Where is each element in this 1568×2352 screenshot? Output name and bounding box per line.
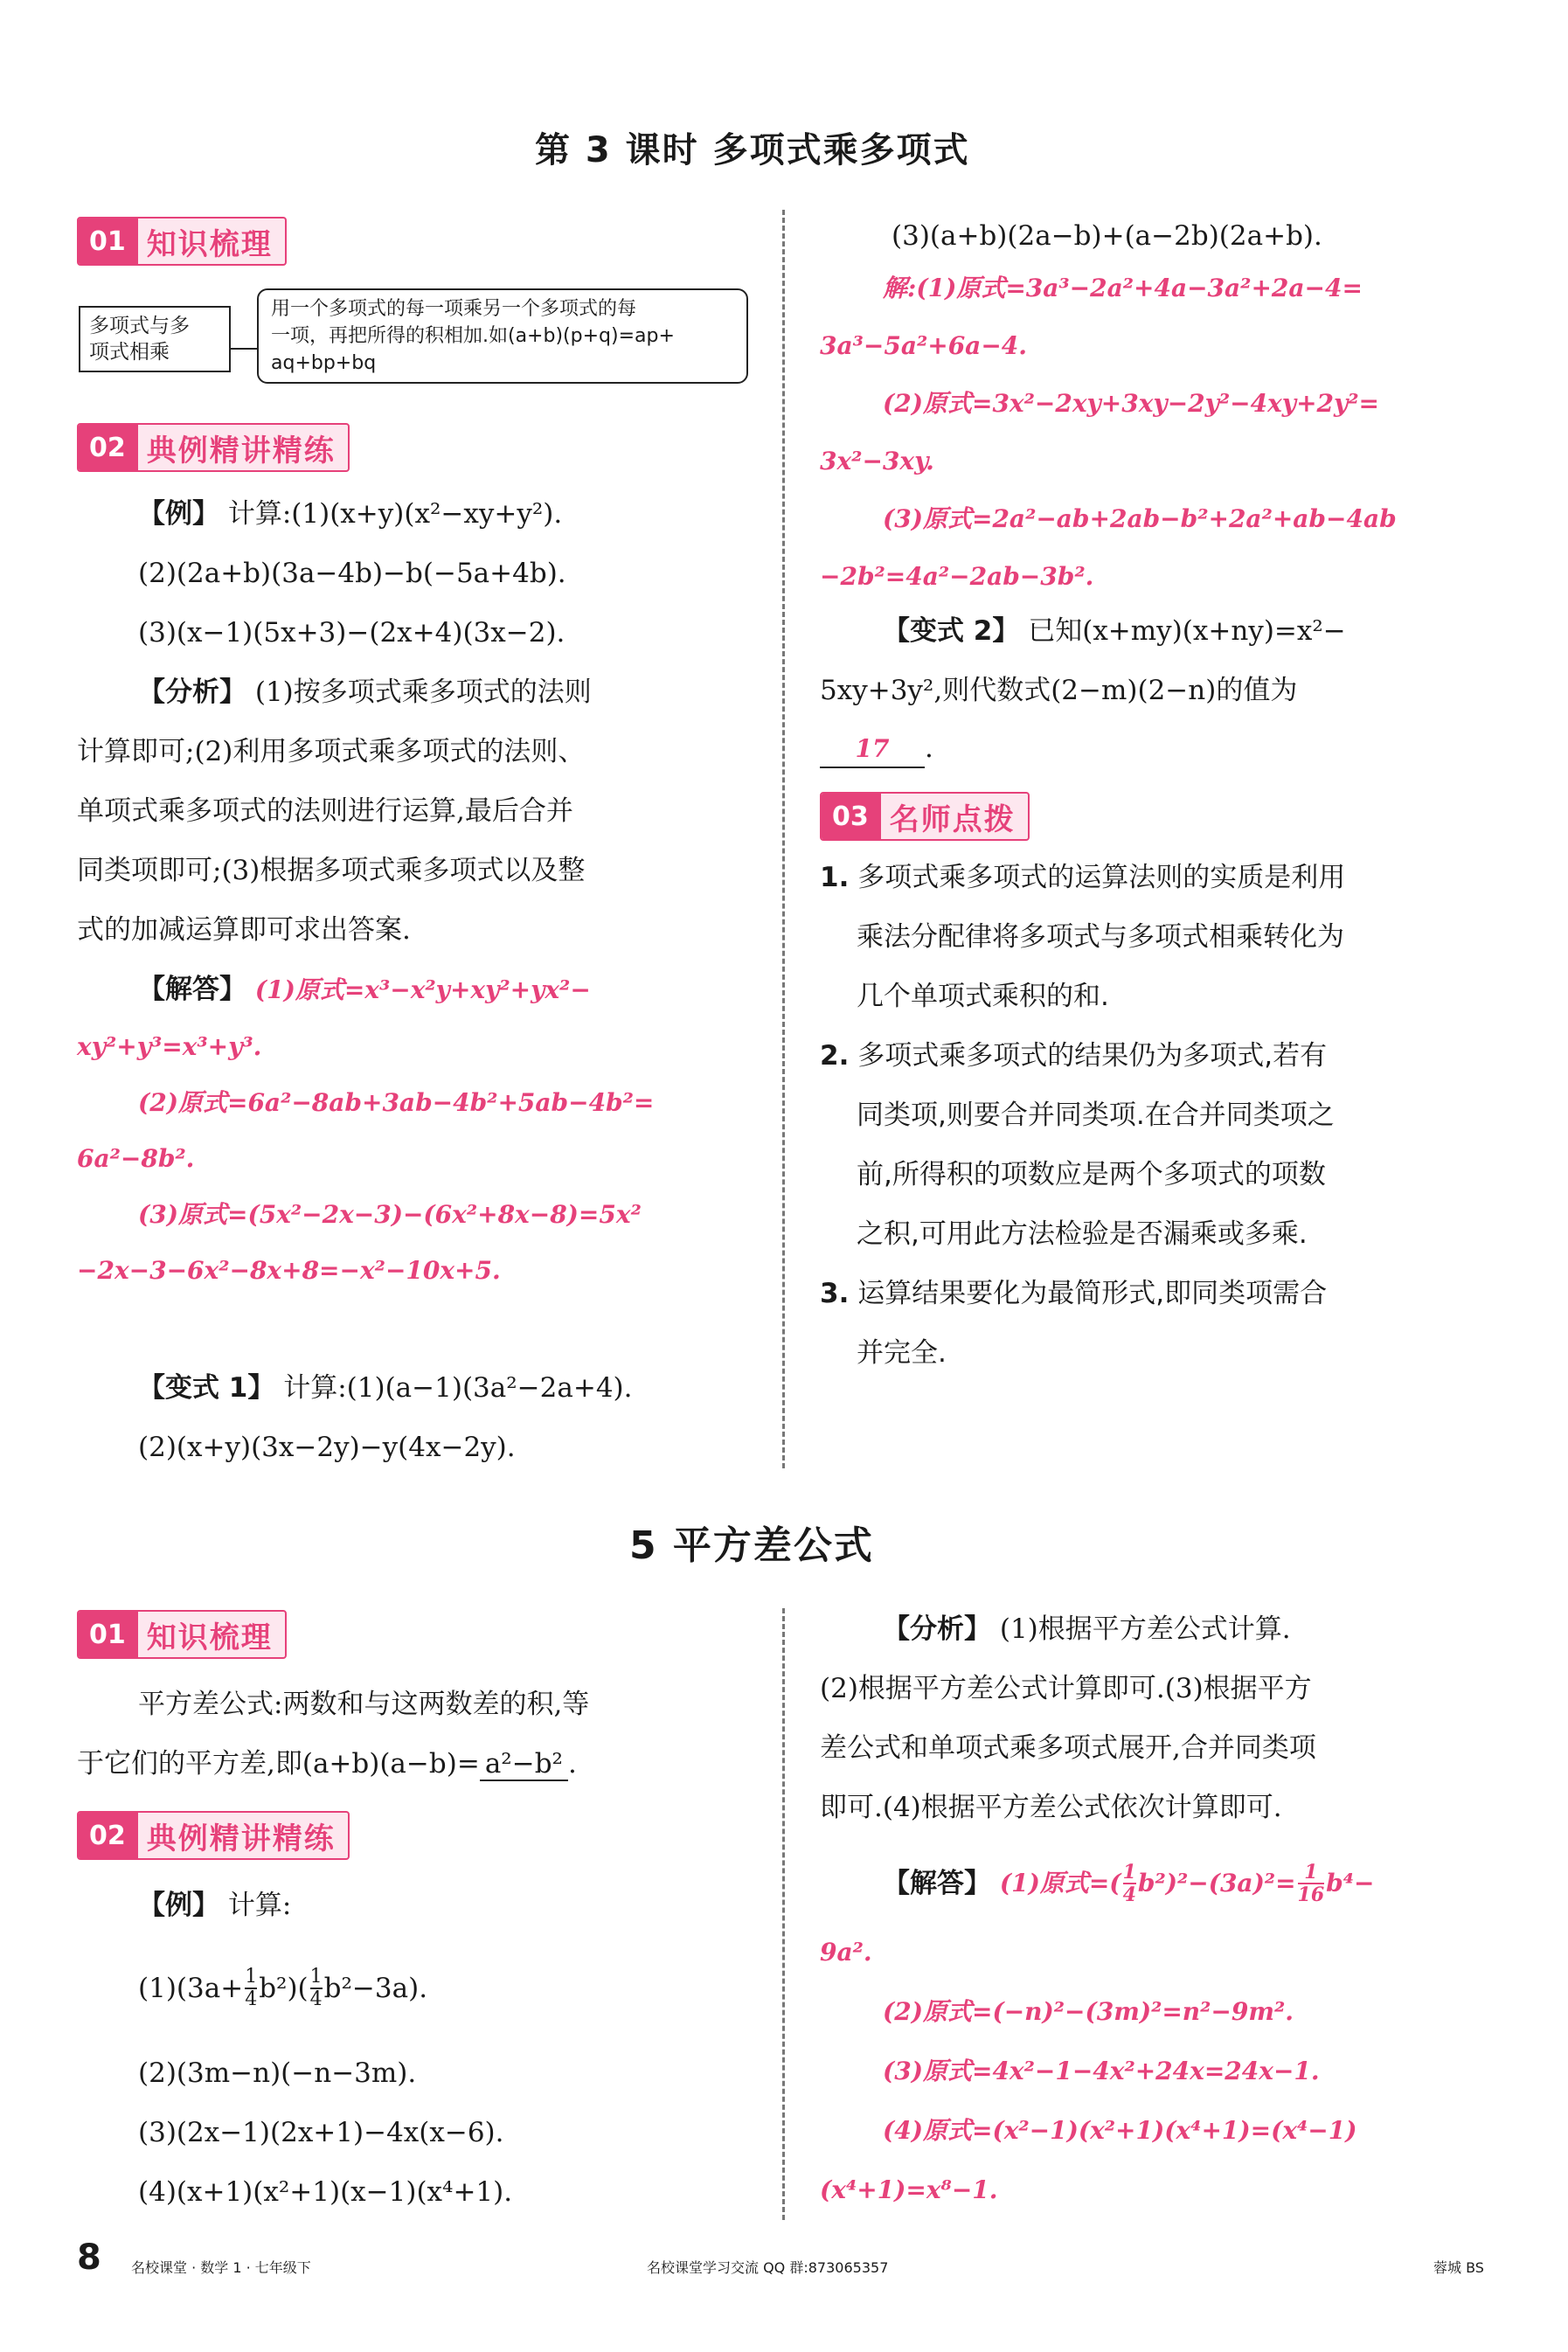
solution-label: 【解答】 bbox=[138, 974, 246, 1005]
fraction-denominator: 4 bbox=[1122, 1884, 1136, 1906]
fraction-numerator: 1 bbox=[245, 1966, 258, 1988]
footer-book: 名校课堂 · 数学 1 · 七年级下 bbox=[131, 2259, 311, 2276]
example-line: (3)(x−1)(5x+3)−(2x+4)(3x−2). bbox=[138, 617, 565, 649]
tip-text: 多项式乘多项式的运算法则的实质是利用 bbox=[857, 862, 1346, 893]
analysis-line: (2)根据平方差公式计算即可.(3)根据平方 bbox=[820, 1673, 1312, 1704]
variant2-line bbox=[883, 614, 1346, 649]
tag-number: 02 bbox=[79, 425, 138, 470]
fraction-denominator: 16 bbox=[1297, 1884, 1325, 1906]
fraction bbox=[310, 1967, 323, 2010]
example-question bbox=[138, 1967, 427, 2010]
analysis-text: (1)按多项式乘多项式的法则 bbox=[254, 676, 592, 708]
analysis-line: 即可.(4)根据平方差公式依次计算即可. bbox=[820, 1792, 1282, 1823]
tip-line: 并完全. bbox=[857, 1337, 947, 1369]
answer-line: 3a³−5a²+6a−4. bbox=[820, 331, 1028, 360]
tip-line: 之积,可用此方法检验是否漏乘或多乘. bbox=[857, 1218, 1308, 1250]
section-tag-knowledge bbox=[77, 217, 287, 266]
example-text: b²)( bbox=[259, 1973, 309, 2004]
solution-line: (2)原式=(−n)²−(3m)²=n²−9m². bbox=[883, 1997, 1294, 2026]
example-line: (4)(x+1)(x²+1)(x−1)(x⁴+1). bbox=[138, 2176, 513, 2208]
variant2-line: 5xy+3y²,则代数式(2−m)(2−n)的值为 bbox=[820, 675, 1298, 706]
analysis-line: 计算即可;(2)利用多项式乘多项式的法则、 bbox=[77, 736, 586, 767]
tip-text: 多项式乘多项式的结果仍为多项式,若有 bbox=[857, 1040, 1328, 1072]
fill-blank-answer: a²−b² bbox=[480, 1748, 568, 1781]
section-title: 5 平方差公式 bbox=[629, 1523, 874, 1568]
solution-line: (2)原式=6a²−8ab+3ab−4b²+5ab−4b²= bbox=[138, 1088, 655, 1117]
tag-number: 03 bbox=[822, 794, 881, 839]
example-text: b²−3a). bbox=[323, 1973, 428, 2004]
answer-line: −2b²=4a²−2ab−3b². bbox=[820, 562, 1094, 591]
fraction bbox=[1298, 1862, 1325, 1905]
period: . bbox=[567, 1748, 577, 1780]
solution-line: (3)原式=(5x²−2x−3)−(6x²+8x−8)=5x² bbox=[138, 1200, 642, 1229]
example-label: 【例】 bbox=[138, 1890, 219, 1921]
analysis-text: (1)根据平方差公式计算. bbox=[999, 1613, 1291, 1645]
answer-line: (2)原式=3x²−2xy+3xy−2y²−4xy+2y²= bbox=[883, 389, 1380, 418]
analysis-label: 【分析】 bbox=[883, 1613, 991, 1645]
solution-line: 6a²−8b². bbox=[77, 1144, 195, 1173]
variant1-line bbox=[138, 1370, 633, 1405]
analysis-line: 差公式和单项式乘多项式展开,合并同类项 bbox=[820, 1732, 1316, 1764]
tag-label: 名师点拨 bbox=[889, 801, 1016, 837]
tip-line bbox=[820, 860, 1345, 895]
solution-text: (1)原式=( bbox=[999, 1869, 1121, 1898]
solution-line bbox=[138, 972, 591, 1008]
tag-number: 01 bbox=[79, 1612, 138, 1657]
tip-text: 运算结果要化为最简形式,即同类项需合 bbox=[857, 1278, 1328, 1309]
knowledge-line: 平方差公式:两数和与这两数差的积,等 bbox=[138, 1689, 590, 1720]
solution-line: (4)原式=(x²−1)(x²+1)(x⁴+1)=(x⁴−1) bbox=[883, 2116, 1357, 2145]
analysis-line: 单项式乘多项式的法则进行运算,最后合并 bbox=[77, 795, 573, 827]
section-tag-examples bbox=[77, 423, 350, 472]
variant1-line: (2)(x+y)(3x−2y)−y(4x−2y). bbox=[138, 1432, 516, 1463]
period: . bbox=[925, 732, 933, 764]
column-divider bbox=[782, 210, 785, 1468]
fraction bbox=[1123, 1862, 1136, 1905]
example-text: 计算:(1)(x+y)(x²−xy+y²). bbox=[227, 498, 563, 530]
tip-line: 几个单项式乘积的和. bbox=[857, 981, 1109, 1012]
solution-text: b⁴− bbox=[1326, 1869, 1375, 1898]
tag-label: 知识梳理 bbox=[146, 226, 273, 262]
example-line: (3)(2x−1)(2x+1)−4x(x−6). bbox=[138, 2117, 504, 2148]
definition-line: 一项，再把所得的积相加.如(a+b)(p+q)=ap+ bbox=[271, 325, 675, 347]
example-line bbox=[138, 1888, 291, 1923]
fraction bbox=[245, 1967, 257, 2010]
tip-number: 2. bbox=[820, 1040, 850, 1072]
solution-text: (1)原式=x³−x²y+xy²+yx²− bbox=[254, 975, 591, 1004]
definition-line: 用一个多项式的每一项乘另一个多项式的每 bbox=[271, 298, 637, 320]
variant1-text: 计算:(1)(a−1)(3a²−2a+4). bbox=[283, 1372, 633, 1404]
tip-number: 1. bbox=[820, 862, 850, 893]
tag-label: 典例精讲精练 bbox=[146, 1821, 336, 1856]
tip-number: 3. bbox=[820, 1278, 850, 1309]
answer-line: 解:(1)原式=3a³−2a²+4a−3a²+2a−4= bbox=[883, 274, 1363, 302]
example-text: 计算: bbox=[227, 1890, 292, 1921]
footer-center: 名校课堂学习交流 QQ 群:873065357 bbox=[647, 2259, 889, 2276]
definition-box bbox=[257, 288, 748, 384]
analysis-line bbox=[138, 675, 592, 710]
solution-line: (3)原式=4x²−1−4x²+24x=24x−1. bbox=[883, 2057, 1320, 2085]
fraction-numerator: 1 bbox=[1304, 1861, 1318, 1884]
tag-number: 01 bbox=[79, 219, 138, 264]
tip-line: 同类项,则要合并同类项.在合并同类项之 bbox=[857, 1100, 1335, 1131]
answer-line: 3x²−3xy. bbox=[820, 447, 934, 475]
example-line bbox=[138, 496, 562, 531]
definition-line: aq+bp+bq bbox=[271, 352, 377, 374]
connector-line bbox=[231, 348, 257, 350]
solution-line: 9a². bbox=[820, 1938, 872, 1967]
knowledge-text: 于它们的平方差,即(a+b)(a−b)= bbox=[77, 1748, 480, 1780]
concept-box-line: 多项式与多 bbox=[89, 315, 190, 337]
analysis-line bbox=[883, 1612, 1291, 1647]
solution-text: b²)²−(3a)²= bbox=[1137, 1869, 1296, 1898]
solution-line: xy²+y³=x³+y³. bbox=[77, 1032, 262, 1061]
example-text: (1)(3a+ bbox=[138, 1973, 244, 2004]
concept-box bbox=[79, 306, 231, 372]
solution-line: (x⁴+1)=x⁸−1. bbox=[820, 2175, 998, 2204]
section-tag-tips bbox=[820, 792, 1030, 841]
solution-label: 【解答】 bbox=[883, 1868, 991, 1899]
footer-right: 蓉城 BS bbox=[1433, 2259, 1484, 2276]
variant1-label: 【变式 1】 bbox=[138, 1372, 275, 1404]
lesson-title: 第 3 课时 多项式乘多项式 bbox=[535, 130, 970, 170]
knowledge-line bbox=[77, 1746, 577, 1781]
analysis-label: 【分析】 bbox=[138, 676, 246, 708]
fraction-numerator: 1 bbox=[1122, 1861, 1136, 1884]
tag-label: 典例精讲精练 bbox=[146, 433, 336, 468]
fill-blank-answer: 17 bbox=[820, 732, 925, 768]
example-label: 【例】 bbox=[138, 498, 219, 530]
example-line: (2)(2a+b)(3a−4b)−b(−5a+4b). bbox=[138, 558, 566, 589]
section-tag-examples bbox=[77, 1811, 350, 1860]
tag-number: 02 bbox=[79, 1813, 138, 1858]
variant2-text: 已知(x+my)(x+ny)=x²− bbox=[1028, 615, 1346, 647]
fraction-denominator: 4 bbox=[309, 1988, 323, 2010]
example-line: (2)(3m−n)(−n−3m). bbox=[138, 2057, 417, 2089]
analysis-line: 式的加减运算即可求出答案. bbox=[77, 914, 411, 946]
analysis-line: 同类项即可;(3)根据多项式乘多项式以及整 bbox=[77, 855, 586, 886]
variant2-answer-line bbox=[820, 731, 933, 768]
fraction-numerator: 1 bbox=[309, 1966, 323, 1988]
variant1-line: (3)(a+b)(2a−b)+(a−2b)(2a+b). bbox=[892, 220, 1322, 252]
tip-line: 前,所得积的项数应是两个多项式的项数 bbox=[857, 1159, 1326, 1190]
column-divider bbox=[782, 1608, 785, 2220]
tip-line bbox=[820, 1038, 1327, 1073]
tip-line bbox=[820, 1276, 1327, 1311]
concept-box-line: 项式相乘 bbox=[89, 341, 170, 364]
tip-line: 乘法分配律将多项式与多项式相乘转化为 bbox=[857, 921, 1344, 953]
solution-line bbox=[883, 1862, 1374, 1905]
solution-line: −2x−3−6x²−8x+8=−x²−10x+5. bbox=[77, 1256, 501, 1285]
answer-line: (3)原式=2a²−ab+2ab−b²+2a²+ab−4ab bbox=[883, 504, 1397, 533]
section-tag-knowledge bbox=[77, 1610, 287, 1659]
variant2-label: 【变式 2】 bbox=[883, 615, 1020, 647]
fraction-denominator: 4 bbox=[245, 1988, 258, 2010]
page-number: 8 bbox=[77, 2238, 101, 2278]
tag-label: 知识梳理 bbox=[146, 1620, 273, 1655]
